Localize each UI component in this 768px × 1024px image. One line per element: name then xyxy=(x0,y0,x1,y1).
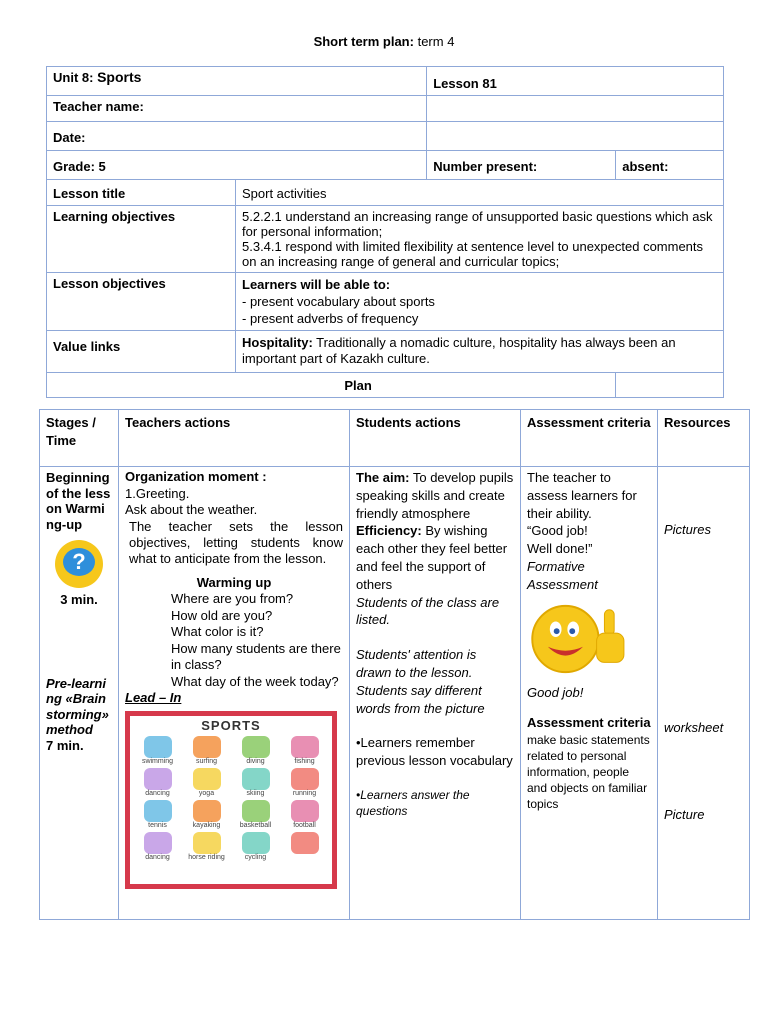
sport-label: running xyxy=(292,790,317,797)
lesson-cell: Lesson 81 xyxy=(427,67,724,96)
sport-picture-icon xyxy=(291,768,319,790)
sport-item xyxy=(281,736,328,766)
sport-picture-icon xyxy=(144,768,172,790)
sport-item xyxy=(281,768,328,798)
sport-item xyxy=(183,736,230,766)
assessment-criteria-title: Assessment criteria xyxy=(527,715,651,731)
grade-label: Grade: 5 xyxy=(47,151,427,180)
sport-picture-icon xyxy=(193,768,221,790)
stages-header: Stages / Time xyxy=(40,410,119,467)
sport-label: swimming xyxy=(141,758,174,765)
sport-item xyxy=(183,832,230,862)
students-attention: Students' attention is drawn to the lesson. Students say different words from the picture xyxy=(356,647,485,716)
assessment-text: The teacher to assess learners for their ability. xyxy=(527,470,637,521)
sport-picture-icon xyxy=(193,832,221,854)
stage-cell xyxy=(40,467,119,920)
resource-worksheet: worksheet xyxy=(664,719,724,735)
question-icon: ? xyxy=(55,540,103,588)
sport-item xyxy=(134,832,181,862)
learners-remember: •Learners remember previous lesson vocabulary xyxy=(356,735,513,769)
stage-beginning: Beginning of the lesson Warming-up xyxy=(46,470,111,532)
sport-label: basketball xyxy=(239,822,272,829)
efficiency: Efficiency: By wishing each other they feel better and feel the support of others xyxy=(356,523,508,592)
well-done-quote: Well done!” xyxy=(527,541,593,557)
sport-item xyxy=(134,736,181,766)
sport-picture-icon xyxy=(291,736,319,758)
absent-label: absent: xyxy=(616,151,724,180)
students-listed: Students of the class are listed. xyxy=(356,594,500,628)
sports-poster xyxy=(125,711,337,889)
sport-item xyxy=(232,800,279,830)
stage-time-2: 7 min. xyxy=(46,737,84,753)
assessment-header: Assessment criteria xyxy=(521,410,658,467)
assessment-criteria-text: make basic statements related to personal information, people and objects on familiar topics xyxy=(527,732,650,811)
sports-poster-title: SPORTS xyxy=(201,717,261,733)
sport-picture-icon xyxy=(242,800,270,822)
lead-in: Lead – In xyxy=(125,690,182,705)
learners-answer: •Learners answer the questions xyxy=(356,787,470,818)
sport-item xyxy=(232,736,279,766)
sport-item xyxy=(183,800,230,830)
teacher-name-label: Teacher name: xyxy=(47,96,427,122)
stage-time-1: 3 min. xyxy=(60,592,98,607)
plan-label: Plan xyxy=(47,373,616,398)
sport-label: horse riding xyxy=(188,854,225,861)
sport-label: skiing xyxy=(246,790,265,797)
sport-picture-icon xyxy=(242,832,270,854)
lesson-title-label: Lesson title xyxy=(47,180,236,206)
title-label: Short term plan: xyxy=(313,34,414,49)
question-3: What color is it? xyxy=(171,624,264,639)
page-title xyxy=(0,34,768,49)
sport-picture-icon xyxy=(144,736,172,758)
sport-label: tennis xyxy=(148,822,167,829)
sport-item xyxy=(134,800,181,830)
lesson-objectives-label: Lesson objectives xyxy=(47,273,236,331)
teachers-header: Teachers actions xyxy=(119,410,350,467)
sport-picture-icon xyxy=(144,800,172,822)
formative-assessment: Formative Assessment xyxy=(527,558,598,592)
date-value xyxy=(427,122,724,151)
sports-grid xyxy=(130,734,332,864)
lesson-title-value: Sport activities xyxy=(236,180,724,206)
question-1: Where are you from? xyxy=(171,591,294,606)
sport-label: dancing xyxy=(145,790,170,797)
date-label: Date: xyxy=(47,122,427,151)
stage-pre-learning: Pre-learning «Brainstorming» method xyxy=(46,675,109,737)
warming-up-title: Warming up xyxy=(196,574,272,590)
sport-label: diving xyxy=(246,758,265,765)
sport-picture-icon xyxy=(193,800,221,822)
sport-item xyxy=(232,832,279,862)
sport-picture-icon xyxy=(242,736,270,758)
sport-label: kayaking xyxy=(192,822,221,829)
sport-item xyxy=(232,768,279,798)
sport-label: dancing xyxy=(145,854,170,861)
sport-label: cycling xyxy=(244,854,267,861)
header-table xyxy=(46,66,724,398)
question-4: How many students are there in class? xyxy=(171,640,341,672)
sport-picture-icon xyxy=(144,832,172,854)
sport-item xyxy=(281,832,328,862)
learning-objectives-label: Learning objectives xyxy=(47,206,236,273)
sport-label: surfing xyxy=(195,758,217,765)
sport-picture-icon xyxy=(291,832,319,854)
org-moment: Organization moment : xyxy=(125,469,267,484)
learning-objectives-value: 5.2.2.1 understand an increasing range of unsupported basic questions which ask for personal information; 5.3.4.1 respond with limited flexibility at sentence level to unexpected comments on an increasing range of general and curricular topics; xyxy=(236,206,724,273)
sport-picture-icon xyxy=(291,800,319,822)
greeting: 1.Greeting. xyxy=(125,485,190,501)
plan-table xyxy=(39,409,750,920)
sport-label: fishing xyxy=(294,758,315,765)
value-links-value: Hospitality: Traditionally a nomadic culture, hospitality has always been an important part of Kazakh culture. xyxy=(236,331,724,373)
assessment-cell xyxy=(521,467,658,920)
thumbs-up-smiley-icon xyxy=(527,600,637,678)
resources-header: Resources xyxy=(658,410,750,467)
title-term: term 4 xyxy=(413,34,455,49)
teacher-name-value xyxy=(427,96,724,122)
sport-picture-icon xyxy=(242,768,270,790)
sport-label: football xyxy=(293,822,316,829)
lesson-objectives-value: Learners will be able to: - present vocabulary about sports - present adverbs of frequency xyxy=(236,273,724,331)
aim: The aim: To develop pupils speaking skills and create friendly atmosphere xyxy=(356,470,514,521)
sets-objectives: The teacher sets the lesson objectives, letting students know what to anticipate from the lesson. xyxy=(129,518,343,566)
weather: Ask about the weather. xyxy=(125,502,258,517)
good-job-caption: Good job! xyxy=(527,685,584,701)
good-job-quote: “Good job! xyxy=(527,523,588,539)
resources-cell xyxy=(658,467,750,920)
teacher-cell xyxy=(119,467,350,920)
sport-picture-icon xyxy=(193,736,221,758)
plan-spacer xyxy=(616,373,724,398)
number-present-label: Number present: xyxy=(427,151,616,180)
sport-item xyxy=(281,800,328,830)
value-links-label: Value links xyxy=(47,331,236,373)
resource-pictures: Pictures xyxy=(664,522,711,537)
sport-item xyxy=(183,768,230,798)
resource-picture: Picture xyxy=(664,807,705,822)
sport-item xyxy=(134,768,181,798)
question-5: What day of the week today? xyxy=(171,673,339,689)
students-header: Students actions xyxy=(350,410,521,467)
students-cell xyxy=(350,467,521,920)
sport-label: yoga xyxy=(198,790,215,797)
unit-cell: Unit 8: Sports xyxy=(47,67,427,96)
question-2: How old are you? xyxy=(171,607,273,623)
